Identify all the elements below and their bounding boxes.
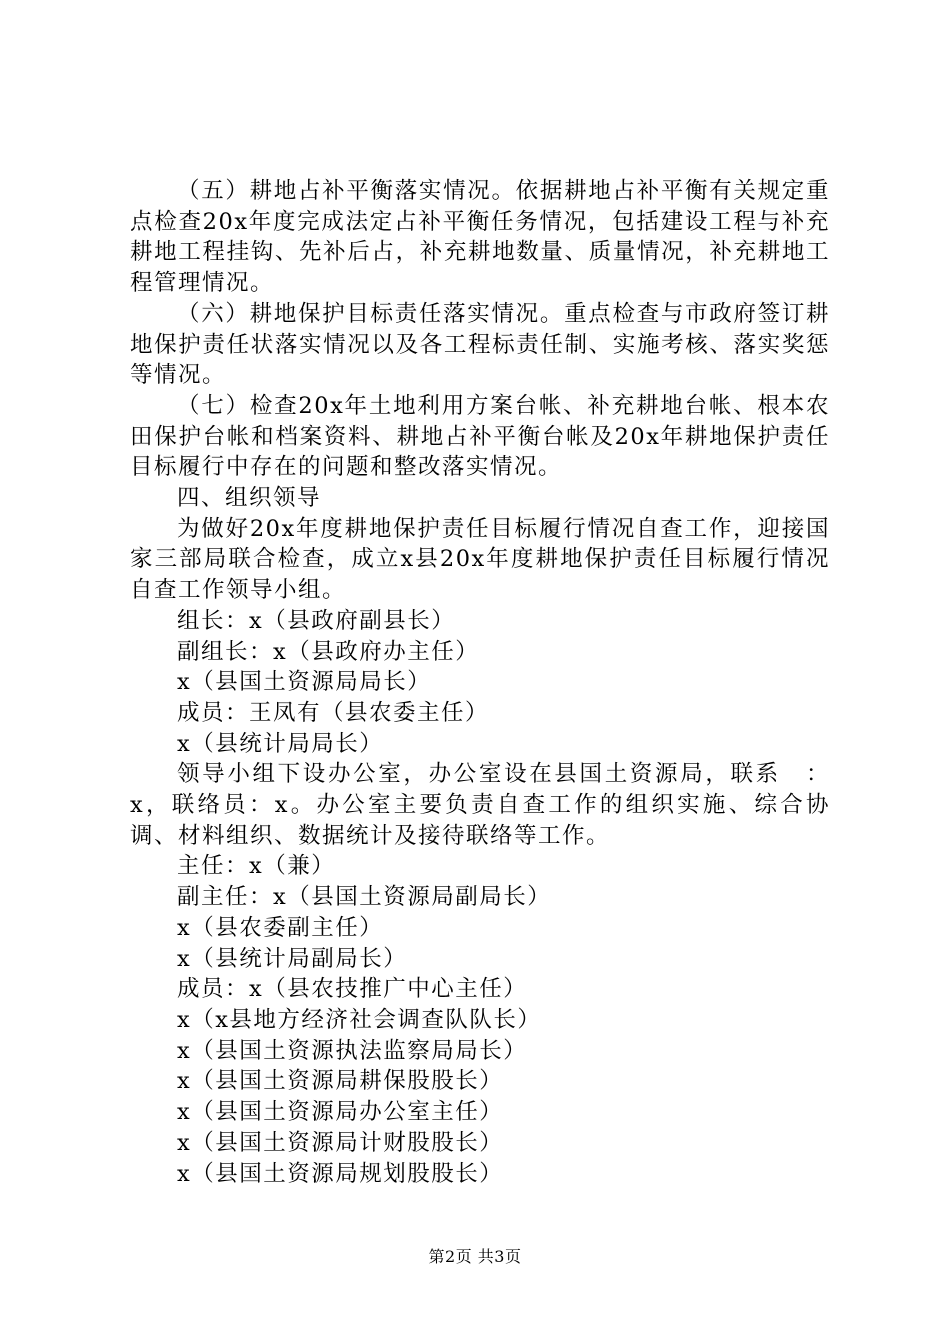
list-item: x（x县地方经济社会调查队队长） [177,1006,542,1033]
list-item: x（县国土资源局局长） [177,669,432,696]
office-members-list [130,851,830,1189]
paragraph-item-5: （五）耕地占补平衡落实情况。依据耕地占补平衡有关规定重点检查20x年度完成法定占补平衡任务情况，包括建设工程与补充耕地工程挂钩、先补后占，补充耕地数量、质量情况，补充耕地工程管理情况。 [130,178,830,297]
section-heading-organization: 四、组织领导 [177,485,322,512]
paragraph-leadership-intro: 为做好20x年度耕地保护责任目标履行情况自查工作，迎接国家三部局联合检查，成立x县20x年度耕地保护责任目标履行情况自查工作领导小组。 [130,515,830,604]
list-item: x（县农委副主任） [177,914,384,941]
list-item: x（县国土资源局办公室主任） [177,1099,504,1126]
paragraph-item-6: （六）耕地保护目标责任落实情况。重点检查与市政府签订耕地保护责任状落实情况以及各工程标责任制、实施考核、落实奖惩等情况。 [130,300,830,389]
paragraph-office: 领导小组下设办公室，办公室设在县国土资源局，联系 ：x，联络员：x。办公室主要负责自查工作的组织实施、综合协调、材料组织、数据统计及接待联络等工作。 [130,761,830,849]
list-item: x（县国土资源局计财股股长） [177,1129,504,1156]
list-item: x（县统计局副局长） [177,945,408,972]
list-item: 副组长：x（县政府办主任） [177,638,480,665]
list-item: 主任：x（兼） [177,853,336,880]
paragraph-item-7: （七）检查20x年土地利用方案台帐、补充耕地台帐、根本农田保护台帐和档案资料、耕地占补平衡台帐及20x年耕地保护责任目标履行中存在的问题和整改落实情况。 [130,392,830,481]
leadership-group-list [130,606,830,760]
list-item: x（县国土资源执法监察局局长） [177,1037,528,1064]
list-item: 组长：x（县政府副县长） [177,607,456,634]
list-item: 副主任：x（县国土资源局副局长） [177,884,552,911]
list-item: 成员：x（县农技推广中心主任） [177,976,528,1003]
list-item: x（县国土资源局规划股股长） [177,1160,504,1187]
list-item: x（县统计局局长） [177,730,384,757]
list-item: 成员：王凤有（县农委主任） [177,699,490,726]
document-body [130,176,830,1189]
page-number-footer: 第2页 共3页 [428,1247,522,1266]
list-item: x（县国土资源局耕保股股长） [177,1068,504,1095]
